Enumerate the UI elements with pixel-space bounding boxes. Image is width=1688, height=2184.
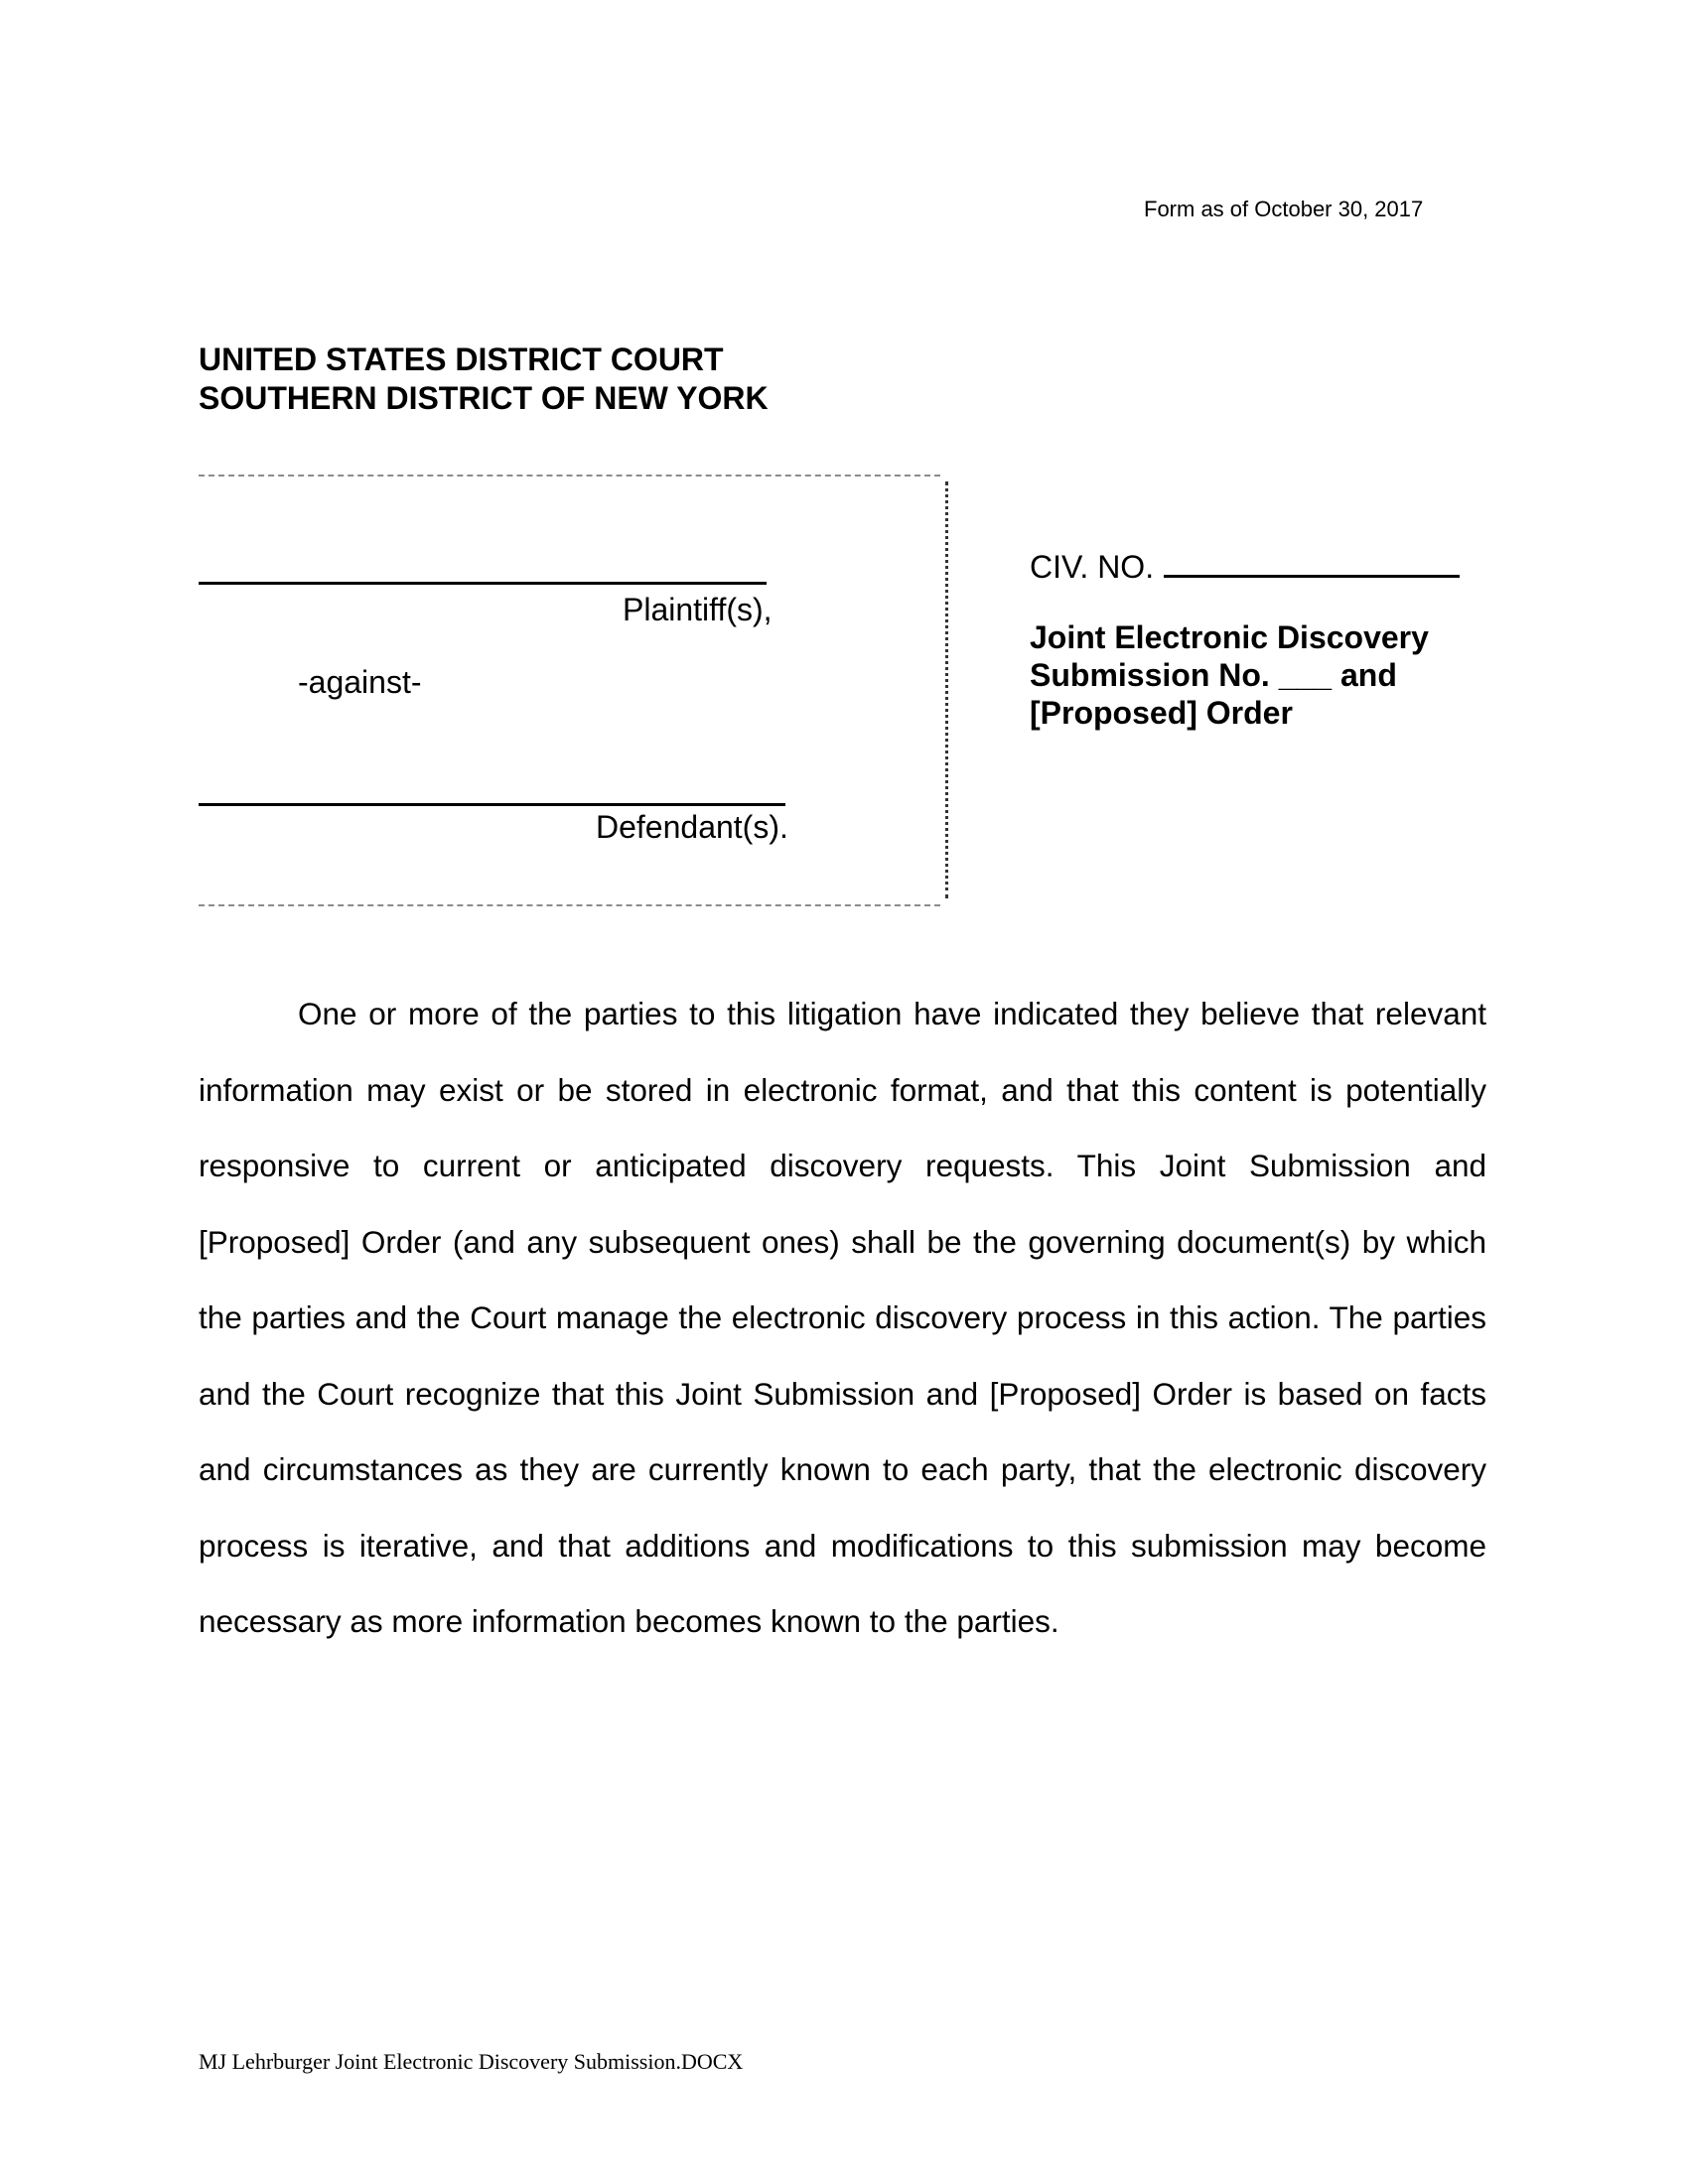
- court-name: UNITED STATES DISTRICT COURT: [199, 341, 724, 377]
- plaintiff-label: Plaintiff(s),: [623, 592, 773, 627]
- submission-title-line1: Joint Electronic Discovery: [1030, 619, 1429, 655]
- caption-divider: [945, 481, 948, 898]
- civ-no-blank: [1164, 575, 1460, 578]
- submission-title-line3: [Proposed] Order: [1030, 695, 1293, 731]
- court-heading: [199, 341, 769, 418]
- submission-title-line2: Submission No. ___ and: [1030, 657, 1397, 693]
- court-district: SOUTHERN DISTRICT OF NEW YORK: [199, 380, 769, 416]
- civ-no: [1030, 549, 1460, 586]
- caption-top-border: [199, 475, 940, 477]
- submission-title: [1030, 618, 1429, 732]
- defendant-label: Defendant(s).: [596, 809, 788, 845]
- civ-no-label: CIV. NO.: [1030, 549, 1155, 585]
- against-label: -against-: [298, 664, 422, 700]
- footer-filename: MJ Lehrburger Joint Electronic Discovery Submission.DOCX: [199, 2049, 744, 2074]
- defendant-name-line: [199, 803, 785, 806]
- form-date: Form as of October 30, 2017: [1144, 197, 1424, 221]
- caption-bottom-border: [199, 904, 940, 906]
- plaintiff-name-line: [199, 582, 767, 585]
- body-paragraph: One or more of the parties to this litigation have indicated they believe that relevant information may exist or be stored in electronic format, and that this content is potentially responsive to current or anticipated discovery requests. This Joint Submission and [Proposed] Order (and any subsequent ones) shall be the governing document(s) by which the parties and the Court manage the electronic discovery process in this action. The parties and the Court recognize that this Joint Submission and [Proposed] Order is based on facts and circumstances as they are currently known to each party, that the electronic discovery process is iterative, and that additions and modifications to this submission may become necessary as more information becomes known to the parties.: [199, 996, 1486, 1639]
